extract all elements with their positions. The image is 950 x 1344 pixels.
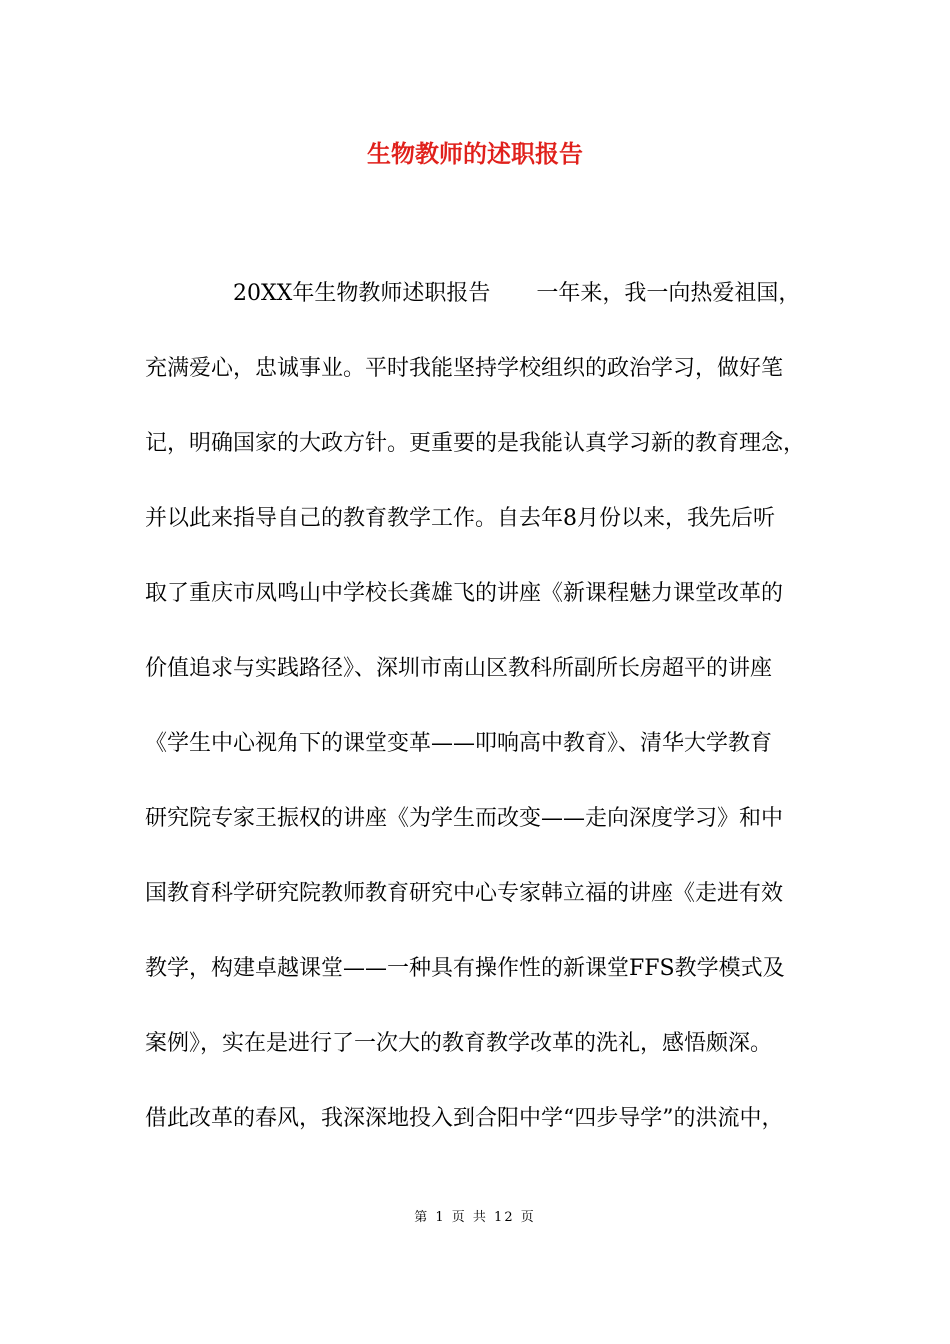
document-title: 生物教师的述职报告: [367, 139, 583, 168]
intro-heading: 20XX年生物教师述职报告: [233, 281, 491, 306]
body-line: 借此改革的春风，我深深地投入到合阳中学“四步导学”的洪流中，: [145, 1106, 784, 1131]
body-line: 教学，构建卓越课堂——一种具有操作性的新课堂FFS教学模式及: [145, 956, 785, 981]
body-line-text: 一年来，我一向热爱祖国，: [536, 281, 801, 306]
body-line: 《学生中心视角下的课堂变革——叩响高中教育》、清华大学教育: [145, 731, 773, 756]
body-line: 价值追求与实践路径》、深圳市南山区教科所副所长房超平的讲座: [145, 656, 773, 681]
page-number: 第 1 页 共 12 页: [414, 1210, 536, 1225]
body-line: 充满爱心，忠诚事业。平时我能坚持学校组织的政治学习，做好笔: [145, 356, 784, 381]
body-line: 取了重庆市凤鸣山中学校长龚雄飞的讲座《新课程魅力课堂改革的: [145, 581, 784, 606]
body-line: 记，明确国家的大政方针。更重要的是我能认真学习新的教育理念，: [145, 431, 806, 456]
document-body: [145, 276, 810, 1176]
body-line: [145, 276, 810, 351]
body-line: 案例》，实在是进行了一次大的教育教学改革的洗礼，感悟颇深。: [145, 1031, 773, 1056]
body-line: 研究院专家王振权的讲座《为学生而改变——走向深度学习》和中: [145, 806, 784, 831]
body-line: 并以此来指导自己的教育教学工作。自去年8月份以来，我先后听: [145, 506, 775, 531]
body-line: 国教育科学研究院教师教育研究中心专家韩立福的讲座《走进有效: [145, 881, 784, 906]
